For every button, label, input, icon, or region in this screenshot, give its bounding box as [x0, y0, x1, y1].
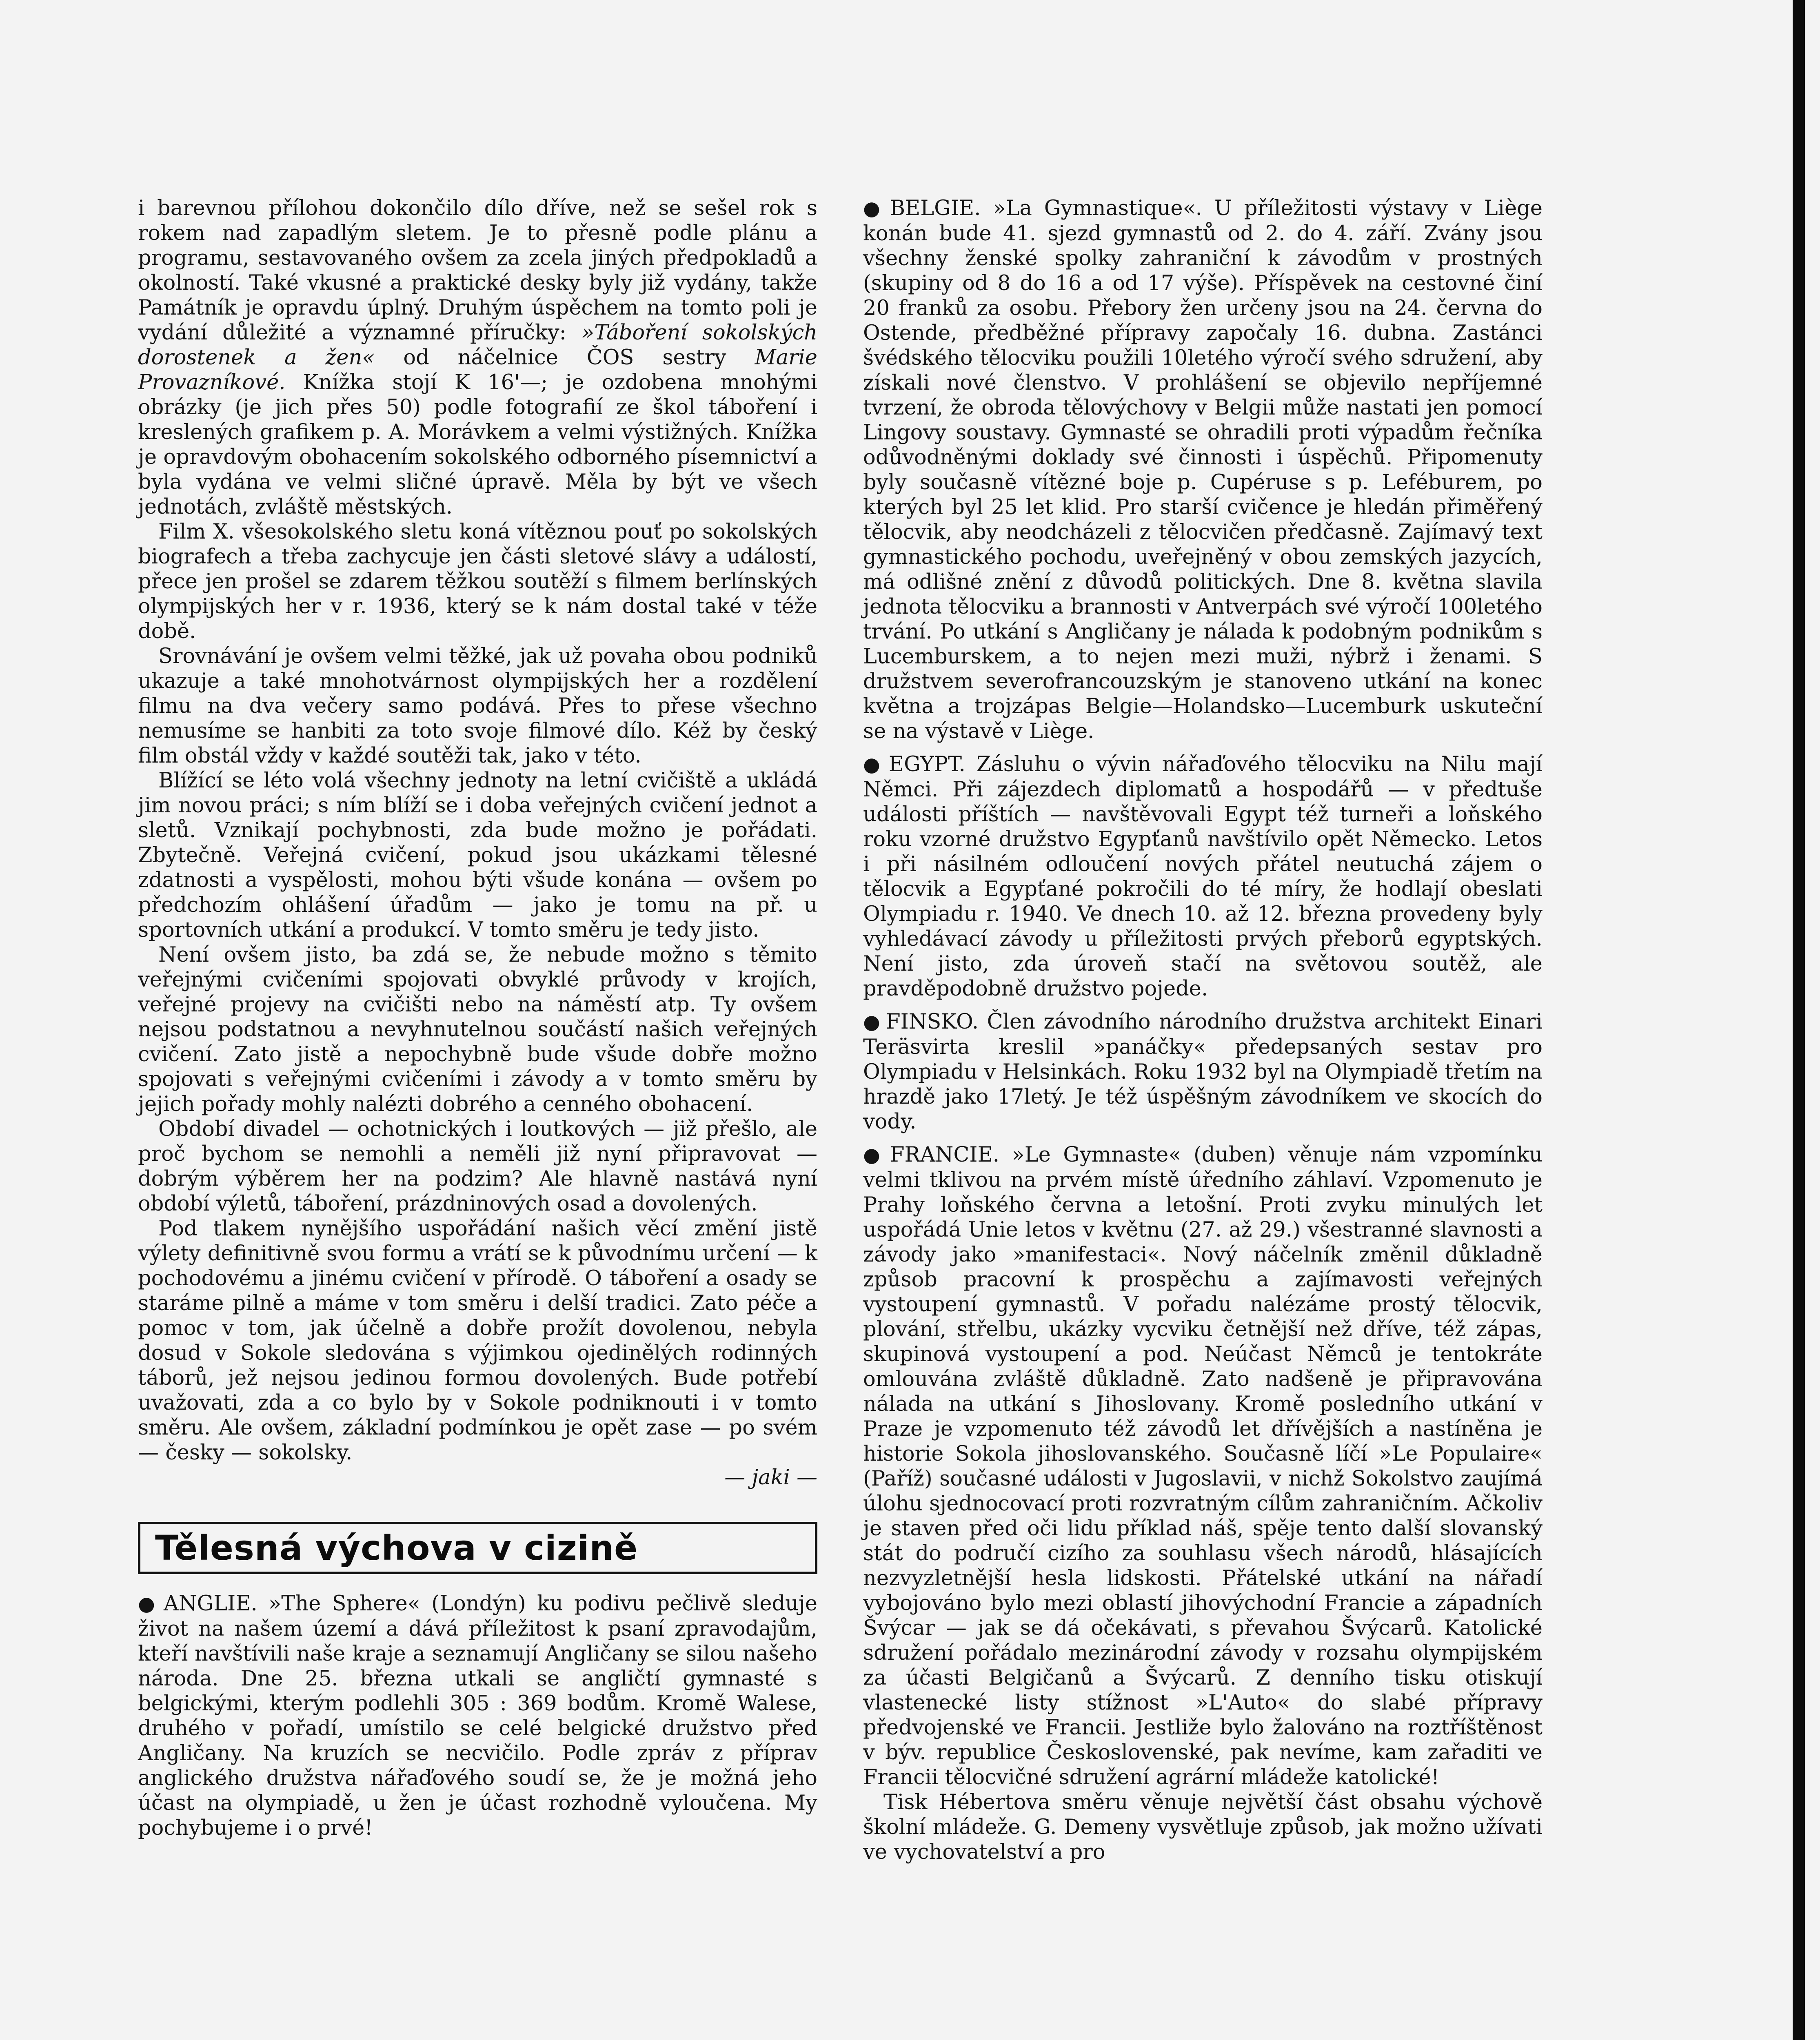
paragraph: Film X. všesokolského sletu koná vítěznou pouť po sokolských biografech a třeba zachycuje jen části sletové slávy a událostí, přece jen prošel se zdarem těžkou soutěží s filmem berlínských olympijských her v r. 1936, který se k nám dostal také v téže době.: [138, 520, 817, 643]
paragraph: Období divadel — ochotnických i loutkových — již přešlo, ale proč bychom se nemohli a neměli již nyní připravovat — dobrým výběrem her na podzim? Ale hlavně nastává nyní období výletů, táboření, prázdninových osad a dovolených.: [138, 1117, 817, 1216]
left-column: [138, 196, 817, 1840]
paragraph: Blížící se léto volá všechny jednoty na letní cvičiště a ukládá jim novou práci; s ním blíží se i doba veřejných cvičení jednot a sletů. Vznikají pochybnosti, zda bude možno je pořádati. Zbytečně. Veřejná cvičení, pokud jsou ukázkami tělesné zdatnosti a vyspělosti, mohou býti všude konána — ovšem po předchozím ohlášení úřadům — jako je tomu na př. u sportovních utkání a produkcí. V tomto směru je tedy jisto.: [138, 769, 817, 942]
paragraph: Pod tlakem nynějšího uspořádání našich věcí změní jistě výlety definitivně svou formu a vrátí se k původnímu určení — k pochodovému a jinému cvičení v přírodě. O táboření a osady se staráme pilně a máme v tom směru i delší tradici. Zato péče a pomoc v tom, jak účelně a dobře prožít dovolenou, nebyla dosud v Sokole sledována s výjimkou ojedinělých rodinných táborů, jež nejsou jedinou formou dovolených. Bude potřebí uvažovati, zda a co bylo by v Sokole podniknouti i v tomto směru. Ale ovšem, základní podmínkou je opět zase — po svém — česky — sokolsky.: [138, 1217, 817, 1465]
bullet-icon: ●: [863, 753, 885, 776]
author-name: Marie Provazníkové.: [138, 346, 817, 395]
paragraph: Není ovšem jisto, ba zdá se, že nebude možno s těmito veřejnými cvičeními spojovati obvyklé průvody v krojích, veřejné projevy na cvičišti nebo na náměstí atp. Ty ovšem nejsou podstatnou a nevyhnutelnou součástí našich veřejných cvičení. Zato jistě a nepochybně bude všude dobře možno spojovati s veřejnými cvičeními i závody a v tomto směru by jejich pořady mohly nalézti dobrého a cenného obohacení.: [138, 943, 817, 1116]
news-item-finsko: ● FINSKO. Člen závodního národního družstva architekt Einari Teräsvirta kreslil »panáčky« předepsaných sestav pro Olympiadu v Helsinkách. Roku 1932 byl na Olympiadě třetím na hrazdě jako 17letý. Je též úspěšným závodníkem ve skocích do vody.: [863, 1010, 1543, 1134]
news-item-belgie: ● BELGIE. »La Gymnastique«. U příležitosti výstavy v Liège konán bude 41. sjezd gymnastů od 2. do 4. září. Zvány jsou všechny ženské spolky zahraniční k závodům v prostných (skupiny od 8 do 16 a od 17 výše). Příspěvek na cestovné činí 20 franků za osobu. Přebory žen určeny jsou na 24. června do Ostende, předběžné přípravy započaly 16. dubna. Zastánci švédského tělocviku použili 10letého výročí svého sdružení, aby získali nové členstvo. V prohlášení se objevilo nepříjemné tvrzení, že obroda tělovýchovy v Belgii může nastati jen pomocí Lingovy soustavy. Gymnasté se ohradili proti výpadům řečníka odůvodněnými doklady své činnosti i úspěchů. Připomenuty byly současně vítězné boje p. Cupéruse s p. Leféburem, po kterých byl 25 let klid. Pro starší cvičence je hledán přiměřený tělocvik, aby neodcházeli z tělocvičen předčasně. Zajímavý text gymnastického pochodu, uveřejněný v obou zemských jazycích, má odlišné znění z důvodů politických. Dne 8. května slavila jednota tělocviku a brannosti v Antverpách své výročí 100letého trvání. Po utkání s Angličany je nálada k podobným podnikům s Lucemburskem, a to nejen mezi muži, nýbrž i ženami. S družstvem severofrancouzským je stanoveno utkání na konec května a trojzápas Belgie—Holandsko—Lucemburk uskuteční se na výstavě v Liège.: [863, 196, 1543, 743]
bullet-icon: ●: [138, 1592, 160, 1615]
right-column: [863, 196, 1543, 1865]
bullet-icon: ●: [863, 1144, 886, 1166]
book-title: »Táboření sokolských dorostenek a žen«: [138, 321, 817, 370]
news-item-egypt: ● EGYPT. Zásluhu o vývin nářaďového tělocviku na Nilu mají Němci. Při zájezdech diplomatů a hospodářů — v předtuše události příštích — navštěvovali Egypt též turneři a loňského roku vzorné družstvo Egypťanů navštívilo opět Německo. Letos i při násilném odloučení nových přátel neutuchá zájem o tělocvik a Egypťané pokročili do té míry, že hodlají obeslati Olympiadu r. 1940. Ve dnech 10. až 12. března provedeny byly vyhledávací závody u příležitosti prvých přeborů egyptských. Není jisto, zda úroveň stačí na světovou soutěž, ale pravděpodobně družstvo pojede.: [863, 752, 1543, 1001]
bullet-icon: ●: [863, 1011, 882, 1033]
news-item-anglie: ● ANGLIE. »The Sphere« (Londýn) ku podivu pečlivě sleduje život na našem území a dává příležitost k psaní zpravodajům, kteří navštívili naše kraje a seznamují Angličany se silou našeho národa. Dne 25. března utkali se angličtí gymnasté s belgickými, kterým podlehli 305 : 369 bodům. Kromě Walese, druhého v pořadí, umístilo se celé belgické družstvo před Angličany. Na kruzích se necvičilo. Podle zpráv z příprav anglického družstva nářaďového soudí se, že je možná jeho účast na olympiadě, u žen je účast rozhodně vyloučena. My pochybujeme i o prvé!: [138, 1592, 818, 1840]
section-heading: Tělesná výchova v cizině: [138, 1522, 817, 1574]
paragraph: i barevnou přílohou dokončilo dílo dříve, než se sešel rok s rokem nad zapadlým sletem. Je to přesně podle plánu a programu, sestavovaného ovšem za zcela jiných předpokladů a okolností. Také vkusné a praktické desky byly již vydány, takže Památník je opravdu úplný. Druhým úspěchem na tomto poli je vydání důležité a významné příručky: »Táboření sokolských dorostenek a žen« od náčelnice ČOS sestry Marie Provazníkové. Knížka stojí K 16'—; je ozdobena mnohými obrázky (je jich přes 50) podle fotografií ze škol táboření i kreslených grafikem p. A. Morávkem a velmi výstižných. Knížka je opravdovým obohacením sokolského odborného písemnictví a byla vydána ve velmi sličné úpravě. Měla by být ve všech jednotách, zvláště městských.: [138, 196, 817, 519]
signature: — jaki —: [724, 1466, 817, 1490]
news-item-francie: ● FRANCIE. »Le Gymnaste« (duben) věnuje nám vzpomínku velmi tklivou na prvém místě úředního záhlaví. Vzpomenuto je Prahy loňského června a letošní. Proti zvyku minulých let uspořádá Unie letos v květnu (27. až 29.) všestranné slavnosti a závody jako »manifestaci«. Nový náčelník změnil důkladně způsob pracovní k prospěchu a zajímavosti veřejných vystoupení gymnastů. V pořadu nalézáme prostý tělocvik, plování, střelbu, ukázky vycviku četnější než dříve, též zápas, skupinová vystoupení a pod. Neúčast Němců je tentokráte omlouvána zvláště důkladně. Zato nadšeně je připravována nálada na utkání s Jihoslovany. Kromě posledního utkání v Praze je vzpomenuto též závodů let dřívějších a nastíněna je historie Sokola jihoslovanského. Současně líčí »Le Populaire« (Paříž) současné události v Jugoslavii, v nichž Sokolstvo zaujímá úlohu sjednocovací proti rozvratným cílům zahraničním. Ačkoliv je staven před oči lidu příklad náš, spěje tento další slovanský stát do područí cizího za souhlasu všech národů, hlásajících nezvyzletnější hesla lidskosti. Přátelské utkání na nářadí vybojováno bylo mezi oblastí jihovýchodní Francie a západních Švýcar — jak se dá očekávati, s převahou Švýcarů. Katolické sdružení pořádalo mezinárodní závody v rozsahu olympijském za účasti Belgičanů a Švýcarů. Z denního tisku otiskují vlastenecké listy stížnost »L'Auto« do slabé přípravy předvojenské ve Francii. Jestliže bylo žalováno na roztříštěnost v býv. republice Československé, pak nevíme, kam zařaditi ve Francii tělocvičné sdružení agrární mládeže katolické!: [863, 1143, 1543, 1789]
paragraph: Tisk Hébertova směru věnuje největší část obsahu výchově školní mládeže. G. Demeny vysvětluje způsob, jak možno užívati ve vychovatelství a pro: [863, 1790, 1543, 1864]
paragraph: Srovnávání je ovšem velmi těžké, jak už povaha obou podniků ukazuje a také mnohotvárnost olympijských her a rozdělení filmu na dva večery samo podává. Přes to přese všechno nemusíme se hanbiti za toto svoje filmové dílo. Kéž by český film obstál vždy v každé soutěži tak, jako v této.: [138, 644, 817, 768]
page-edge-rule: [1793, 0, 1805, 2040]
bullet-icon: ●: [863, 197, 886, 220]
